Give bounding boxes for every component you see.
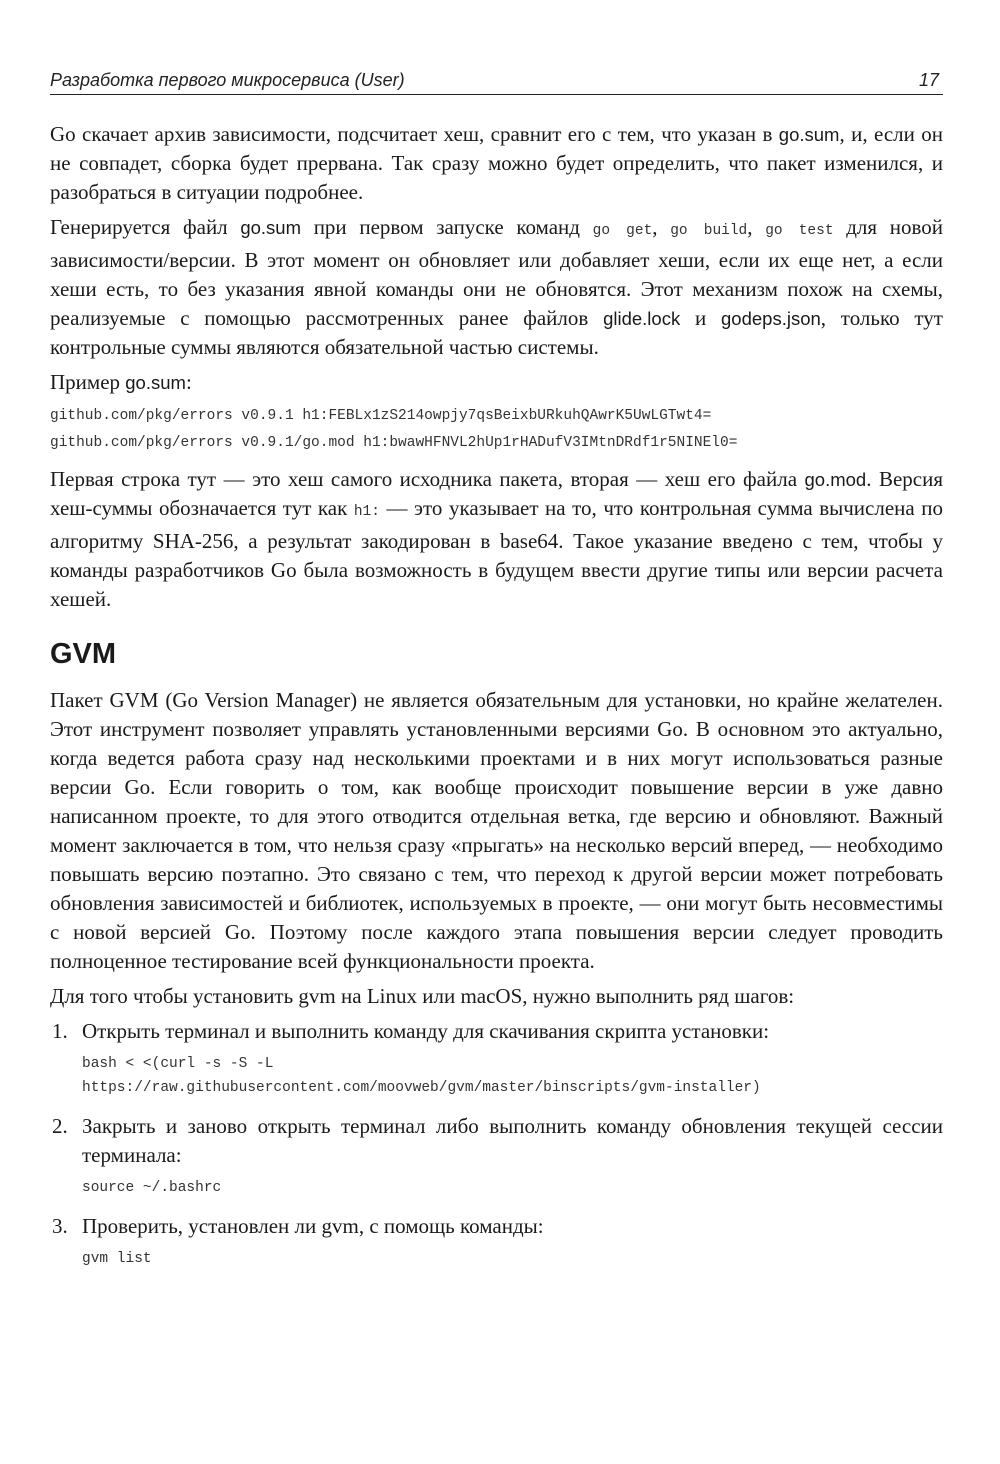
header-title: Разработка первого микросервиса (User) [50, 70, 405, 90]
list-number: 2. [52, 1114, 68, 1138]
text-run: , [652, 215, 671, 239]
code-line: github.com/pkg/errors v0.9.1/go.mod h1:bwawHFNVL2hUp1rHADufV3IMtnDRdf1r5NINEl0= [50, 435, 738, 451]
paragraph-gvm-intro: Пакет GVM (Go Version Manager) не является обязательным для установки, но крайне желателен. Этот инструмент позволяет управлять установленными версиями Go. В основном это актуально, когда ведется работа сразу над несколькими проектами и в них могут использоваться разные версии Go. Если говорить о том, как вообще происходит повышение версии в уже давно написанном проекте, то для этого отводится отдельная ветка, где версию и обновляют. Важный момент заключается в том, что нельзя сразу «прыгать» на несколько версий вперед, — необходимо повышать версию поэтапно. Это связано с тем, что переход к другой версии может потребовать обновления зависимостей и библиотек, используемых в проекте, — они могут быть несовместимы с новой версией Go. Поэтому после каждого этапа повышения версии следует проводить полноценное тестирование всей функциональности проекта. [50, 688, 943, 973]
page-number: 17 [918, 70, 939, 90]
section-heading-gvm: GVM [50, 638, 117, 670]
text-run: — это указывает на то, что контрольная сумма вычислена по алгоритму SHA-256, а результат закодирован в base64. Такое указание введено с тем, чтобы у команды разработчиков Go была возможность в будущем ввести другие типы или версии расчета хешей. [50, 496, 943, 611]
filename: go.sum [778, 124, 840, 145]
code-line: github.com/pkg/errors v0.9.1 h1:FEBLx1zS214owpjy7qsBeixbURkuhQAwrK5UwLGTwt4= [50, 408, 712, 424]
step-text: Открыть терминал и выполнить команду для скачивания скрипта установки: [82, 1019, 770, 1043]
gosum-code-sample [50, 403, 943, 457]
text-run: , и, если он не совпадет, сборка будет прервана. Так сразу можно будет определить, что пакет изменился, и разобраться в ситуации подробнее. [50, 122, 943, 204]
text-run: , [747, 215, 766, 239]
paragraph-gosum-check [50, 120, 943, 207]
inline-command: go test [765, 223, 834, 239]
filename: go.mod [804, 469, 867, 490]
step-code: source ~/.bashrc [82, 1180, 222, 1196]
paragraph-example-label [50, 368, 943, 397]
filename: glide.lock [603, 308, 681, 329]
step-code: gvm list [82, 1251, 152, 1267]
text-run: , только тут контрольные суммы являются обязательной частью системы. [50, 306, 943, 359]
text-run: при первом запуске команд [301, 215, 593, 239]
paragraph-gvm-install: Для того чтобы установить gvm на Linux или macOS, нужно выполнить ряд шагов: [50, 984, 795, 1008]
step-code: bash < <(curl -s -S -L https://raw.githubusercontent.com/moovweb/gvm/master/binscripts/gvm-installer) [82, 1056, 761, 1096]
paragraph-gosum-generation [50, 213, 943, 362]
step-text: Проверить, установлен ли gvm, с помощь команды: [82, 1214, 544, 1238]
filename: go.sum [125, 372, 186, 393]
step-text: Закрыть и заново открыть терминал либо выполнить команду обновления текущей сессии терминала: [82, 1114, 943, 1167]
text-run: для новой зависимости/версии. В этот момент он обновляет или добавляет хеши, если их еще нет, а если хеши есть, то без указания явной команды они не обновятся. Этот механизм похож на схемы, реализуемые с помощью рассмотренных ранее файлов [50, 215, 943, 330]
list-item-step-1 [50, 1017, 943, 1100]
text-run: Генерируется файл [50, 215, 241, 239]
page-body [50, 120, 943, 1283]
inline-command: go build [670, 223, 748, 239]
paragraph-hash-explanation [50, 465, 943, 614]
list-item-step-2 [50, 1112, 943, 1200]
running-header [50, 68, 943, 95]
text-run: Первая строка тут — это хеш самого исходника пакета, вторая — хеш его файла [50, 467, 805, 491]
list-number: 1. [52, 1019, 68, 1043]
list-number: 3. [52, 1214, 68, 1238]
text-run: и [680, 306, 721, 330]
text-run: : [185, 370, 192, 394]
text-run: Пример [50, 370, 126, 394]
text-run: . Версия хеш-суммы обозначается тут как [50, 467, 943, 520]
text-run: Go скачает архив зависимости, подсчитает хеш, сравнит его с тем, что указан в [50, 122, 779, 146]
inline-command: go get [592, 223, 653, 239]
filename: godeps.json [721, 308, 821, 329]
list-item-step-3 [50, 1212, 943, 1271]
filename: go.sum [240, 217, 302, 238]
inline-code: h1: [353, 504, 380, 520]
